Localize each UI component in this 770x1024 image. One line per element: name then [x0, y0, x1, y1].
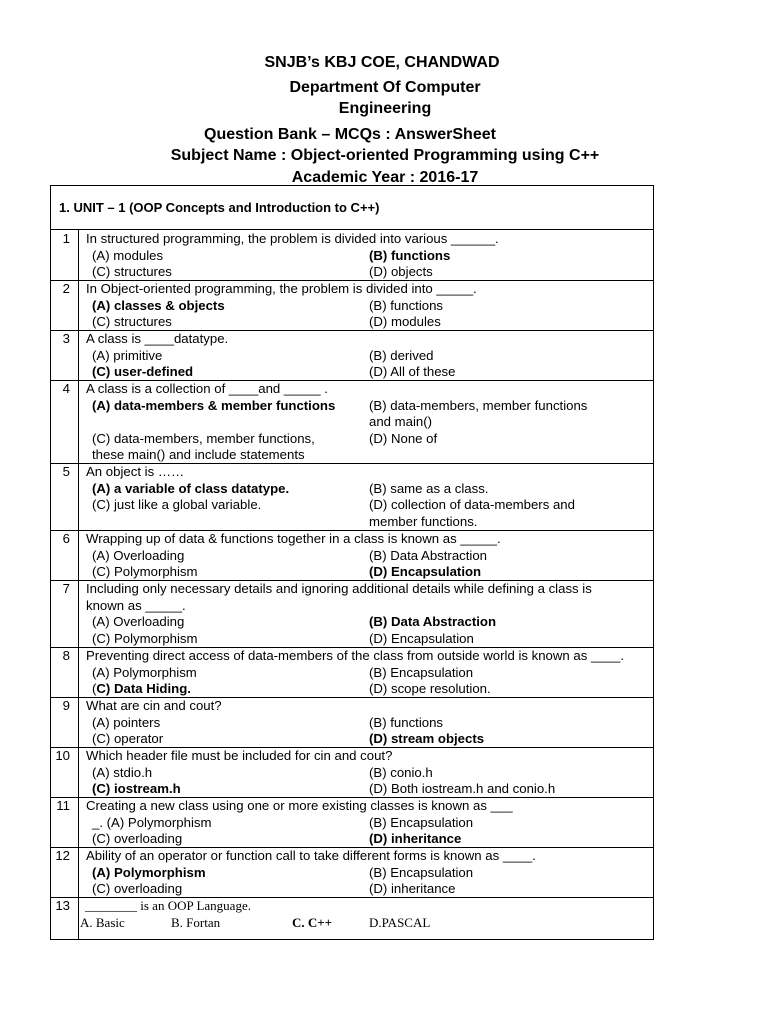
department-line-2: Engineering — [338, 100, 432, 117]
option-c: (C) data-members, member functions, — [92, 430, 315, 446]
question-1 — [51, 231, 653, 281]
option-b: (B) Data Abstraction — [369, 614, 497, 629]
question-text: Preventing direct access of data-members of the class from outside world is known as ____. — [86, 648, 625, 663]
option-b: (B) Encapsulation — [369, 864, 474, 880]
question-number: 5 — [62, 464, 70, 479]
question-text: A class is ____datatype. — [86, 331, 229, 346]
option-c-text: C) Data Hiding. — [96, 681, 191, 696]
option-d: (D) Encapsulation — [369, 630, 474, 646]
option-b: (B) Data Abstraction — [369, 547, 488, 563]
question-13 — [51, 898, 653, 938]
option-d: (D) scope resolution. — [369, 681, 491, 696]
option-c: (C) overloading — [92, 881, 183, 896]
option-c: (C) operator — [92, 731, 164, 746]
option-a: (A) classes & objects — [92, 297, 225, 313]
subject-name: Subject Name : Object-oriented Programming using C++ — [170, 147, 600, 164]
option-d: (D) modules — [369, 314, 441, 329]
option-b: B. Fortan — [171, 915, 221, 930]
option-d: (D) inheritance — [369, 881, 456, 896]
question-7 — [51, 581, 653, 648]
option-c: (C) structures — [92, 264, 172, 279]
option-a: (A) a variable of class datatype. — [92, 480, 290, 496]
question-text: Creating a new class using one or more existing classes is known as ___ — [86, 798, 513, 813]
question-number: 8 — [62, 648, 70, 663]
option-d: (D) None of — [369, 430, 438, 446]
option-d: D.PASCAL — [369, 915, 431, 930]
question-11 — [51, 798, 653, 848]
question-text: In structured programming, the problem is divided into various ______. — [86, 231, 499, 246]
question-number: 12 — [55, 848, 70, 863]
unit-label: 1. UNIT – 1 — [59, 200, 126, 215]
option-c: (C) Polymorphism — [92, 564, 198, 579]
option-c-continued: these main() and include statements — [92, 447, 305, 462]
option-c: (C) iostream.h — [92, 781, 181, 796]
option-a: (A) stdio.h — [92, 764, 153, 780]
option-a: (A) Overloading — [92, 614, 185, 629]
question-text: Which header file must be included for cin and cout? — [86, 748, 393, 763]
option-c — [92, 681, 191, 698]
option-b: (B) conio.h — [369, 764, 433, 780]
option-c-paren: ( — [92, 681, 97, 696]
question-text: An object is …… — [86, 464, 185, 479]
document-title: Question Bank – MCQs : AnswerSheet — [204, 126, 496, 143]
question-number: 6 — [62, 531, 70, 546]
option-a: (A) pointers — [92, 714, 161, 730]
option-d: (D) stream objects — [369, 731, 485, 746]
question-table — [50, 185, 654, 940]
question-number: 2 — [62, 281, 70, 296]
option-c: (C) user-defined — [92, 364, 194, 379]
question-text: What are cin and cout? — [86, 698, 222, 713]
option-a: (A) data-members & member functions — [92, 397, 336, 413]
option-d: (D) Encapsulation — [369, 564, 482, 579]
option-c: (C) just like a global variable. — [92, 497, 262, 512]
question-text: In Object-oriented programming, the problem is divided into _____. — [86, 281, 477, 296]
option-b: (B) functions — [369, 297, 444, 313]
option-b: (B) Encapsulation — [369, 814, 474, 830]
question-9 — [51, 698, 653, 748]
question-number: 4 — [62, 381, 70, 396]
question-number: 10 — [55, 748, 70, 763]
option-b: (B) Encapsulation — [369, 664, 474, 680]
option-d: (D) All of these — [369, 364, 456, 379]
question-3 — [51, 331, 653, 381]
option-d: (D) Both iostream.h and conio.h — [369, 781, 556, 796]
question-text: ________ is an OOP Language. — [85, 898, 251, 913]
question-6 — [51, 531, 653, 581]
option-a: A. Basic — [80, 915, 125, 930]
option-b: (B) derived — [369, 347, 434, 363]
option-b: (B) functions — [369, 247, 451, 263]
question-text-continued: known as _____. — [86, 597, 186, 613]
question-10 — [51, 748, 653, 798]
option-c: (C) structures — [92, 314, 172, 329]
option-c: (C) Polymorphism — [92, 630, 198, 646]
question-12 — [51, 848, 653, 898]
option-a: (A) primitive — [92, 347, 163, 363]
option-d-continued: member functions. — [369, 513, 478, 529]
question-text: A class is a collection of ____and _____ . — [86, 381, 328, 396]
option-b-continued: and main() — [369, 414, 433, 429]
question-8 — [51, 648, 653, 698]
question-text: Ability of an operator or function call to take different forms is known as ____. — [86, 848, 536, 863]
option-a: (A) modules — [92, 247, 164, 263]
question-number: 9 — [62, 698, 70, 713]
question-4 — [51, 381, 653, 464]
option-b: (B) same as a class. — [369, 480, 489, 496]
option-b: (B) functions — [369, 714, 444, 730]
option-d: (D) objects — [369, 264, 433, 279]
question-number: 13 — [55, 898, 70, 913]
option-a: (A) Overloading — [92, 547, 185, 563]
question-2 — [51, 281, 653, 331]
question-number: 7 — [62, 581, 70, 596]
question-text: Including only necessary details and ignoring additional details while defining a class is — [86, 581, 592, 596]
question-number: 1 — [62, 231, 70, 246]
option-c: C. C++ — [292, 915, 333, 930]
option-b: (B) data-members, member functions — [369, 397, 588, 413]
college-name: SNJB’s KBJ COE, CHANDWAD — [264, 54, 500, 71]
question-5 — [51, 464, 653, 531]
option-a: _. (A) Polymorphism — [92, 814, 212, 830]
unit-heading-row — [51, 186, 653, 230]
option-d: (D) inheritance — [369, 831, 462, 846]
unit-subtitle: (OOP Concepts and Introduction to C++) — [125, 200, 380, 215]
option-a: (A) Polymorphism — [92, 664, 197, 680]
question-text: Wrapping up of data & functions together in a class is known as _____. — [86, 531, 501, 546]
option-a: (A) Polymorphism — [92, 864, 206, 880]
option-c: (C) overloading — [92, 831, 183, 846]
option-d: (D) collection of data-members and — [369, 497, 575, 512]
unit-title — [59, 200, 379, 215]
department-line-1: Department Of Computer — [289, 79, 481, 96]
academic-year: Academic Year : 2016-17 — [291, 169, 479, 186]
question-number: 3 — [62, 331, 70, 346]
question-number: 11 — [56, 798, 70, 813]
